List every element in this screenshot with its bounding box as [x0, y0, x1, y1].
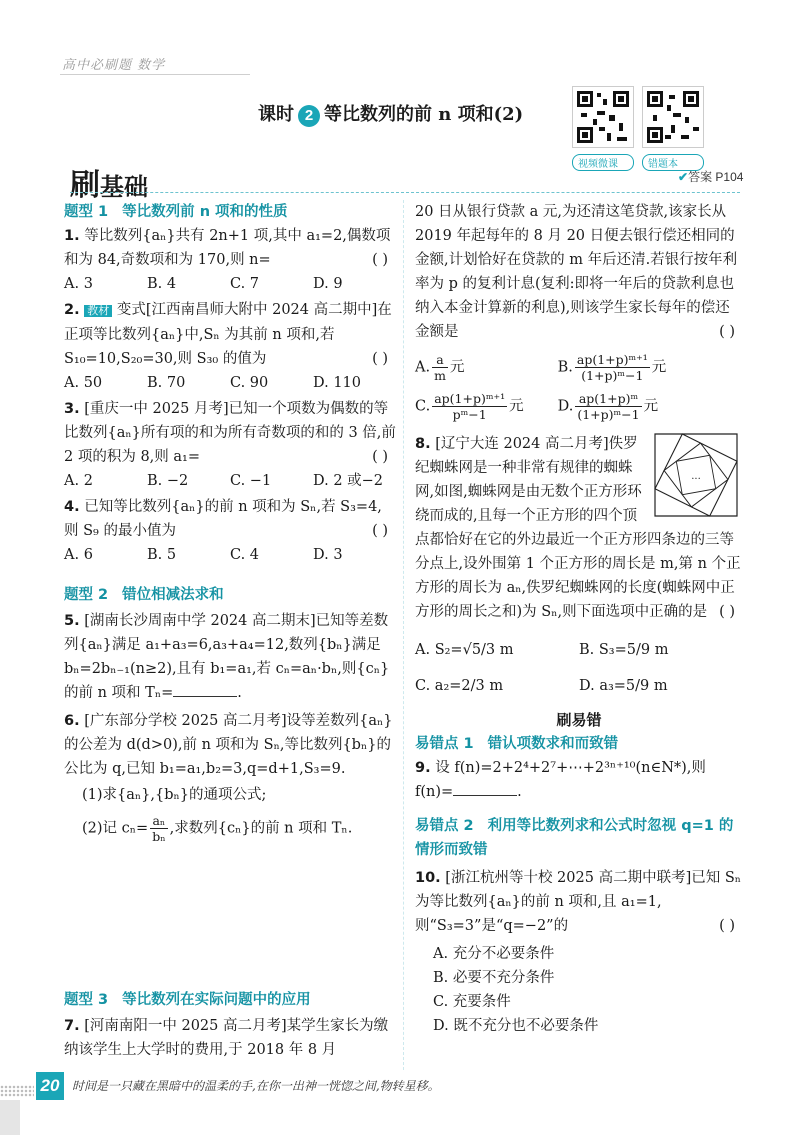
q7-b-den: (1+p)ᵐ−1	[581, 368, 644, 383]
q3-option-b: B. −2	[147, 473, 189, 489]
q10-option-d: D. 既不充分也不必要条件	[433, 1018, 599, 1034]
section-easy-mistakes: 刷易错	[556, 711, 602, 729]
q10-option-c: C. 充要条件	[433, 994, 511, 1010]
q8-answer-paren: ( )	[719, 604, 735, 620]
q7-option-a	[415, 352, 558, 383]
q7-number: 7.	[64, 1018, 80, 1034]
textbook-tag: 教材	[84, 305, 112, 317]
q7-c-unit: 元	[509, 398, 524, 415]
q10-text: [浙江杭州等十校 2025 高二期中联考]已知 Sₙ 为等比数列{aₙ}的前 n 项和,且 a₁=1,则“S₃=3”是“q=−2”的	[415, 870, 742, 934]
q7-option-c	[415, 391, 558, 422]
q5-answer-blank[interactable]	[173, 682, 237, 697]
q1-option-a: A. 3	[64, 276, 93, 292]
q6-fraction	[150, 813, 167, 844]
answer-ref	[678, 168, 743, 185]
q3-options	[64, 469, 396, 493]
qr-mistakes[interactable]	[642, 86, 704, 171]
q7-d-den: (1+p)ᵐ−1	[577, 407, 640, 422]
q7-d-unit: 元	[643, 398, 659, 415]
q6-part2	[64, 813, 396, 844]
q6-part1: (1)求{aₙ},{bₙ}的通项公式;	[82, 787, 267, 803]
q7-a-unit: 元	[449, 359, 465, 376]
lesson-name: 等比数列的前 n 项和(2)	[324, 104, 524, 125]
q9-answer-blank[interactable]	[453, 781, 517, 796]
q1-options	[64, 272, 396, 296]
section-divider	[70, 192, 740, 193]
lesson-prefix: 课时	[258, 104, 294, 125]
q3-answer-paren: ( )	[372, 449, 388, 465]
left-column	[64, 200, 396, 844]
lesson-number: 2	[298, 105, 320, 127]
qr-video-label: 视频微课	[572, 154, 634, 171]
type1-heading	[64, 200, 396, 224]
q7-text-right: 20 日从银行贷款 a 元,为还清这笔贷款,该家长从 2019 年起每年的 8 月 20 日便去银行偿还相同的金额,计划恰好在贷款的 m 年后还清.若银行按年利率为 p 的复利计息(复利:即将一年后的贷款利息也纳入本金计算新的利息),则该学生家长每年的偿还金额是	[415, 204, 738, 340]
err2-heading	[415, 814, 743, 862]
q8-option-d: D. a₃=5/9 m	[579, 678, 668, 694]
q2-option-a: A. 50	[64, 375, 103, 391]
shua-glyph: 刷	[70, 168, 100, 203]
q3-option-a: A. 2	[64, 473, 93, 489]
q7-answer-paren: ( )	[719, 324, 735, 340]
q7-d-num: ap(1+p)ᵐ	[575, 391, 641, 407]
q1-text: 等比数列{aₙ}共有 2n+1 项,其中 a₁=2,偶数项和为 84,奇数项和为 170,则 n=	[64, 228, 391, 268]
q7-label-b: B.	[557, 359, 573, 376]
q2-option-c: C. 90	[230, 375, 269, 391]
q7-option-d	[558, 391, 743, 422]
q7-c-num: ap(1+p)ᵐ⁺¹	[434, 391, 506, 406]
q2-text: 变式[江西南昌师大附中 2024 高二期中]在正项等比数列{aₙ}中,Sₙ 为其前 n 项和,若 S₁₀=10,S₂₀=30,则 S₃₀ 的值为	[64, 302, 392, 367]
q7-c-den: pᵐ−1	[452, 407, 487, 422]
q9-number: 9.	[415, 760, 431, 776]
question-5: 5. [湖南长沙周南中学 2024 高二期末]已知等差数列{aₙ}满足 a₁+a₃=6,a₃+a₄=12,数列{bₙ}满足 bₙ=2bₙ₋₁(n≥2),且有 b₁=a₁,若 cₙ=aₙ·bₙ,则{cₙ}的前 n 项和 Tₙ= .	[64, 613, 390, 701]
q3-number: 3.	[64, 401, 80, 417]
book-title: 高中必刷题 数学	[62, 58, 166, 73]
q4-option-b: B. 5	[147, 547, 177, 563]
column-divider	[403, 200, 404, 1070]
section-basic-title: 基础	[100, 173, 148, 201]
type3-label: 题型 3	[64, 992, 109, 1008]
q1-number: 1.	[64, 228, 80, 244]
q8-option-c: C. a₂=2/3 m	[415, 678, 504, 694]
q4-options	[64, 543, 396, 567]
q2-number: 2.	[64, 302, 80, 318]
q2-options	[64, 371, 396, 395]
q5-number: 5.	[64, 613, 80, 629]
question-1	[64, 224, 396, 272]
q1-option-d: D. 9	[313, 276, 343, 292]
q4-option-a: A. 6	[64, 547, 93, 563]
answer-ref-text: 答案 P104	[688, 170, 744, 184]
section-basic	[70, 160, 148, 204]
q9-text: 设 f(n)=2+2⁴+2⁷+⋯+2³ⁿ⁺¹⁰(n∈N*),则 f(n)=	[415, 760, 706, 800]
q7-b-unit: 元	[651, 359, 667, 376]
header-rule	[60, 74, 250, 75]
question-3	[64, 397, 396, 469]
q1-option-c: C. 7	[230, 276, 260, 292]
q2-option-d: D. 110	[313, 375, 362, 391]
footer-dots	[0, 1085, 34, 1097]
type2-heading	[64, 583, 396, 607]
q5-text: [湖南长沙周南中学 2024 高二期末]已知等差数列{aₙ}满足 a₁+a₃=6,a₃+a₄=12,数列{bₙ}满足 bₙ=2bₙ₋₁(n≥2),且有 b₁=a₁,若 cₙ=aₙ·bₙ,则{cₙ}的前 n 项和 Tₙ=	[64, 613, 390, 701]
q6-part2-pre: (2)记 cₙ=	[82, 820, 149, 837]
spider-web-figure	[653, 432, 739, 518]
q6-text: [广东部分学校 2025 高二月考]设等差数列{aₙ}的公差为 d(d>0),前 n 项和为 Sₙ,等比数列{bₙ}的公比为 q,已知 b₁=a₁,b₂=3,q=d+1,S₃=9.	[64, 713, 393, 777]
q3-text: [重庆一中 2025 月考]已知一个项数为偶数的等比数列{aₙ}所有项的和为所有奇数项的和的 3 倍,前 2 项的积为 8,则 a₁=	[64, 401, 396, 465]
q2-answer-paren: ( )	[372, 351, 388, 367]
question-10	[415, 866, 743, 938]
qr-video[interactable]	[572, 86, 634, 171]
q7-label-c: C.	[415, 398, 431, 415]
q4-option-c: C. 4	[230, 547, 260, 563]
figure-dots: ...	[691, 471, 701, 482]
q3-option-c: C. −1	[230, 473, 272, 489]
q8-number: 8.	[415, 436, 431, 452]
q10-number: 10.	[415, 870, 441, 886]
q1-answer-paren: ( )	[372, 252, 388, 268]
q7-b-num: ap(1+p)ᵐ⁺¹	[576, 352, 648, 367]
err2-title: 利用等比数列求和公式时忽视 q=1 的情形而致错	[415, 818, 734, 858]
q10-answer-paren: ( )	[719, 918, 735, 934]
footer-corner	[0, 1100, 20, 1135]
type3-title: 等比数列在实际问题中的应用	[122, 992, 311, 1008]
q7-a-den: m	[434, 368, 446, 383]
q7-label-d: D.	[557, 398, 574, 415]
q7-a-num: a	[432, 352, 448, 368]
err1-label: 易错点 1	[415, 736, 474, 752]
type1-title: 等比数列前 n 项和的性质	[122, 204, 288, 220]
err2-label: 易错点 2	[415, 818, 474, 834]
q10-option-a: A. 充分不必要条件	[433, 946, 555, 962]
page-number: 20	[36, 1072, 64, 1100]
q7-label-a: A.	[415, 359, 431, 376]
q7-options-row1	[415, 352, 743, 383]
q4-option-d: D. 3	[313, 547, 343, 563]
q2-option-b: B. 70	[147, 375, 186, 391]
q4-text: 已知等比数列{aₙ}的前 n 项和为 Sₙ,若 S₃=4,则 S₉ 的最小值为	[64, 499, 382, 539]
q6-number: 6.	[64, 713, 80, 729]
q4-number: 4.	[64, 499, 80, 515]
question-6	[64, 709, 396, 781]
footer-quote: 时间是一只藏在黑暗中的温柔的手,在你一出神一恍惚之间,物转星移。	[72, 1079, 440, 1093]
q8-options-row2	[415, 674, 743, 698]
q3-option-d: D. 2 或−2	[313, 473, 384, 489]
q4-answer-paren: ( )	[372, 523, 388, 539]
type3-heading	[64, 988, 396, 1012]
q8-text: [辽宁大连 2024 高二月考]佚罗纪蜘蛛网是一种非常有规律的蜘蛛网,如图,蜘蛛网是由无数个正方形环绕而成的,且每一个正方形的四个顶点都恰好在它的外边最近一个正方形四条边的三等分点上,设外围第 1 个正方形的周长是 m,第 n 个正方形的周长为 aₙ,佚罗纪蜘蛛网的长度(蜘蛛网中正方形的周长之和)为 Sₙ,则下面选项中正确的是	[415, 436, 741, 620]
q6-frac-den: bₙ	[152, 829, 166, 844]
qr-code-icon	[642, 86, 704, 148]
q6-frac-num: aₙ	[150, 813, 167, 829]
q8-option-b: B. S₃=5/9 m	[579, 642, 669, 658]
qr-code-icon	[572, 86, 634, 148]
question-7-start	[64, 1014, 396, 1062]
left-column-bottom	[64, 988, 396, 1062]
question-8	[415, 432, 743, 624]
err1-heading	[415, 732, 743, 756]
type2-label: 题型 2	[64, 587, 109, 603]
q7-option-b	[558, 352, 743, 383]
err1-title: 错认项数求和而致错	[487, 736, 619, 752]
q8-option-a: A. S₂=√5/3 m	[415, 642, 514, 658]
question-7-cont	[415, 200, 743, 344]
question-4	[64, 495, 396, 543]
question-2	[64, 298, 396, 371]
qr-mistakes-label: 错题本	[642, 154, 704, 171]
lesson-title	[258, 100, 523, 127]
type1-label: 题型 1	[64, 204, 109, 220]
q8-options-row1	[415, 638, 743, 662]
q7-text-left: [河南南阳一中 2025 高二月考]某学生家长为缴纳该学生上大学时的费用,于 2018 年 8 月	[64, 1018, 389, 1058]
check-icon: ✔	[678, 170, 689, 184]
q6-part2-post: ,求数列{cₙ}的前 n 项和 Tₙ.	[169, 820, 353, 837]
type2-title: 错位相减法求和	[122, 587, 224, 603]
q1-option-b: B. 4	[147, 276, 177, 292]
q7-options-row2	[415, 391, 743, 422]
right-column	[415, 200, 743, 1038]
question-9: 9. 设 f(n)=2+2⁴+2⁷+⋯+2³ⁿ⁺¹⁰(n∈N*),则 f(n)= .	[415, 760, 706, 800]
q10-option-b: B. 必要不充分条件	[433, 970, 555, 986]
